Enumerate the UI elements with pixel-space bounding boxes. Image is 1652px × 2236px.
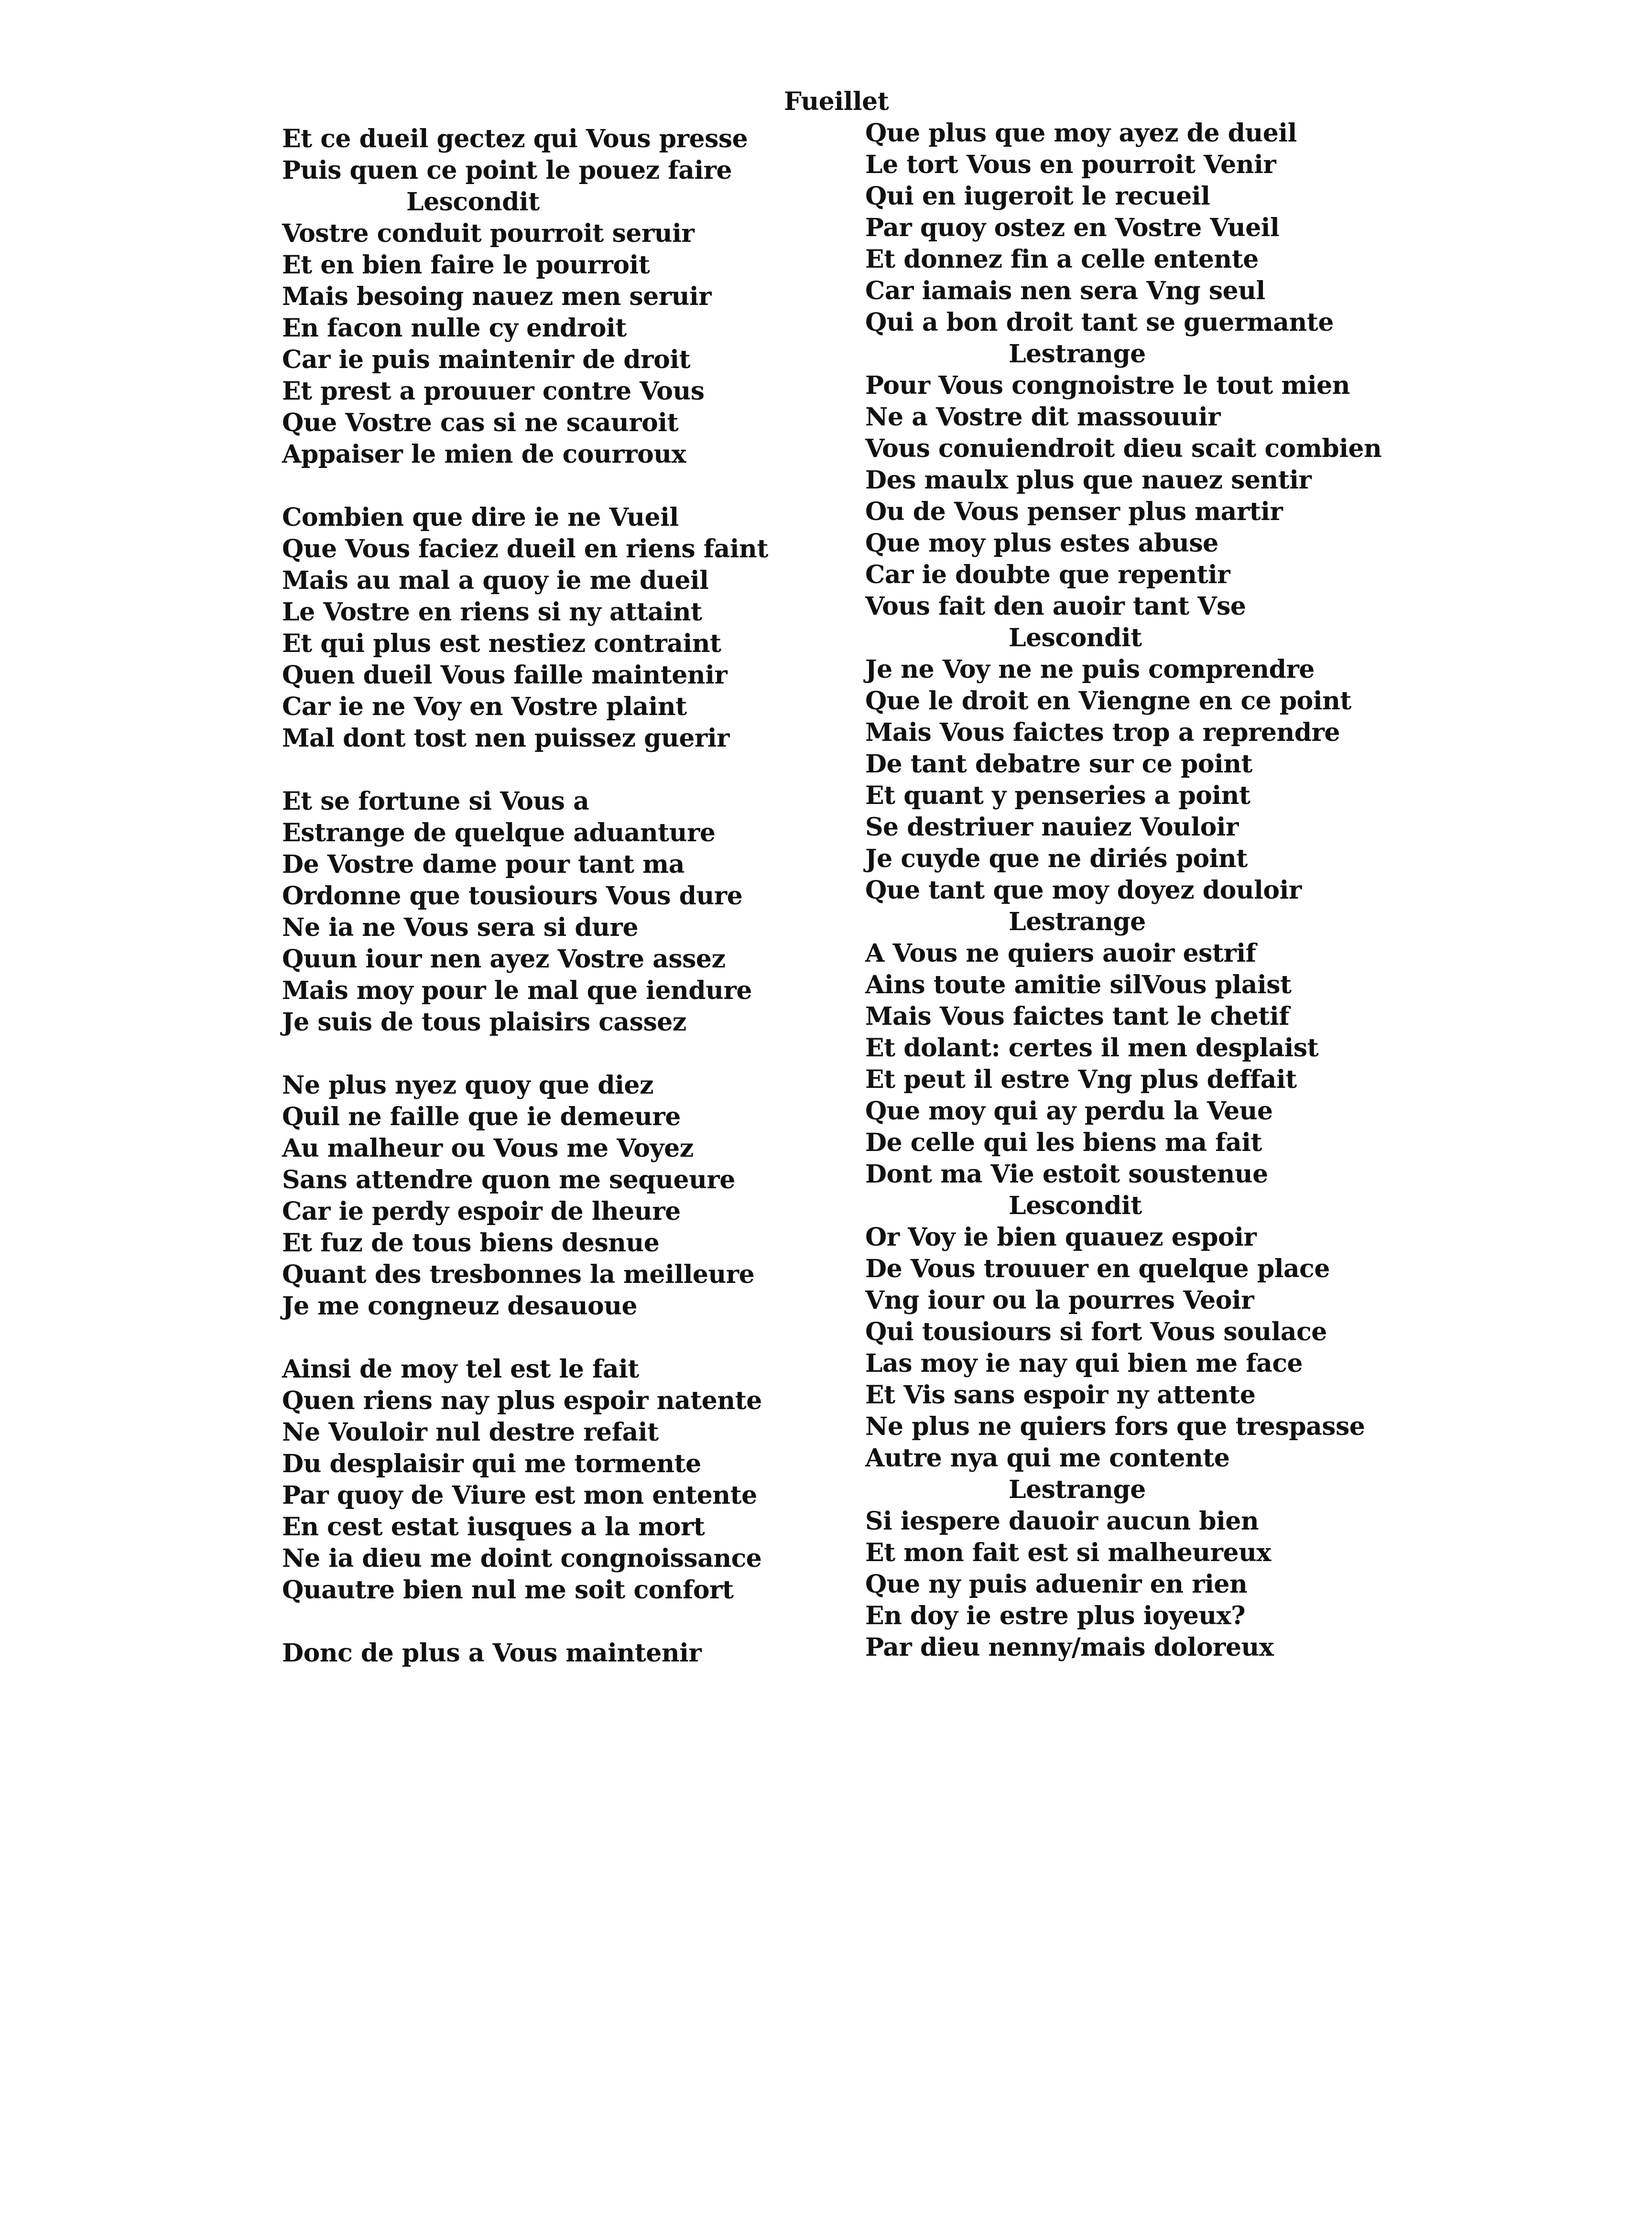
verse-line: Et dolant: certes il men desplaist bbox=[865, 1033, 1319, 1063]
right-text-column bbox=[784, 86, 1382, 1663]
verse-line: Car ie perdy espoir de lheure bbox=[282, 1197, 681, 1226]
verse-line: Par quoy de Viure est mon entente bbox=[282, 1481, 757, 1510]
verse-line: Que moy qui ay perdu la Veue bbox=[865, 1096, 1273, 1126]
verse-line: Autre nya qui me contente bbox=[865, 1444, 1230, 1473]
speaker-heading: Lescondit bbox=[1009, 1191, 1142, 1220]
verse-line: Qui tousiours si fort Vous soulace bbox=[865, 1317, 1327, 1346]
verse-line: En doy ie estre plus ioyeux? bbox=[865, 1601, 1246, 1630]
stanza-break bbox=[282, 1038, 760, 1070]
verse-line: Et prest a prouuer contre Vous bbox=[282, 377, 705, 406]
verse-line: Si iespere dauoir aucun bien bbox=[865, 1507, 1259, 1536]
verse-line: De Vostre dame pour tant ma bbox=[282, 850, 685, 879]
verse-line: Se destriuer nauiez Vouloir bbox=[865, 813, 1239, 842]
verse-line: Vng iour ou la pourres Veoir bbox=[865, 1286, 1254, 1315]
verse-line: Et donnez fin a celle entente bbox=[865, 245, 1259, 274]
verse-line: Je cuyde que ne diriés point bbox=[865, 844, 1248, 873]
speaker-heading: Lescondit bbox=[406, 187, 540, 217]
verse-line: Que moy plus estes abuse bbox=[865, 529, 1218, 558]
verse-line: Vous conuiendroit dieu scait combien bbox=[865, 434, 1382, 463]
verse-line: Et se fortune si Vous a bbox=[282, 787, 589, 816]
verse-line: Que le droit en Viengne en ce point bbox=[865, 686, 1351, 716]
stanza-break bbox=[282, 470, 760, 502]
verse-line: Par dieu nenny/mais doloreux bbox=[865, 1633, 1274, 1662]
verse-line: Qui en iugeroit le recueil bbox=[865, 182, 1210, 211]
folio-heading: Fueillet bbox=[784, 87, 889, 116]
verse-line: Vostre conduit pourroit seruir bbox=[282, 219, 695, 248]
verse-line: Ordonne que tousiours Vous dure bbox=[282, 881, 743, 911]
verse-line: Quun iour nen ayez Vostre assez bbox=[282, 944, 726, 974]
speaker-heading: Lestrange bbox=[1009, 339, 1146, 369]
stanza-break bbox=[282, 1322, 760, 1354]
verse-line: Vous fait den auoir tant Vse bbox=[865, 592, 1246, 621]
verse-line: Ne ia dieu me doint congnoissance bbox=[282, 1544, 762, 1573]
verse-line: Estrange de quelque aduanture bbox=[282, 818, 716, 847]
verse-line: Mais au mal a quoy ie me dueil bbox=[282, 566, 709, 595]
verse-line: Que Vostre cas si ne scauroit bbox=[282, 408, 679, 437]
verse-line: Que tant que moy doyez douloir bbox=[865, 876, 1302, 905]
verse-line: Quen riens nay plus espoir natente bbox=[282, 1386, 762, 1415]
verse-line: Puis quen ce point le pouez faire bbox=[282, 156, 732, 185]
verse-line: En facon nulle cy endroit bbox=[282, 314, 627, 343]
verse-line: Et en bien faire le pourroit bbox=[282, 250, 650, 280]
verse-line: Le Vostre en riens si ny attaint bbox=[282, 597, 702, 627]
verse-line: Combien que dire ie ne Vueil bbox=[282, 503, 679, 532]
verse-line: Car ie puis maintenir de droit bbox=[282, 345, 691, 374]
verse-line: Du desplaisir qui me tormente bbox=[282, 1449, 701, 1478]
verse-line: De tant debatre sur ce point bbox=[865, 749, 1253, 779]
verse-line: Quil ne faille que ie demeure bbox=[282, 1102, 681, 1131]
verse-line: Qui a bon droit tant se guermante bbox=[865, 308, 1334, 337]
verse-line: Que plus que moy ayez de dueil bbox=[865, 119, 1297, 148]
verse-line: Quautre bien nul me soit confort bbox=[282, 1575, 734, 1605]
verse-line: Et mon fait est si malheureux bbox=[865, 1538, 1271, 1567]
verse-line: Mal dont tost nen puissez guerir bbox=[282, 724, 729, 753]
verse-line: Car iamais nen sera Vng seul bbox=[865, 276, 1265, 305]
verse-line: Las moy ie nay qui bien me face bbox=[865, 1349, 1303, 1378]
verse-line: Que ny puis aduenir en rien bbox=[865, 1570, 1248, 1599]
verse-line: Ne plus ne quiers fors que trespasse bbox=[865, 1412, 1365, 1441]
verse-line: Je ne Voy ne ne puis comprendre bbox=[865, 655, 1315, 684]
verse-line: Et qui plus est nestiez contraint bbox=[282, 629, 721, 658]
verse-line: Quant des tresbonnes la meilleure bbox=[282, 1260, 755, 1289]
verse-line: Et fuz de tous biens desnue bbox=[282, 1228, 660, 1258]
verse-line: Ne ia ne Vous sera si dure bbox=[282, 913, 639, 942]
verse-line: Ains toute amitie silVous plaist bbox=[865, 970, 1292, 999]
verse-line: Et ce dueil gectez qui Vous presse bbox=[282, 124, 748, 153]
verse-line: Ou de Vous penser plus martir bbox=[865, 497, 1283, 526]
stanza-break bbox=[282, 754, 760, 786]
stanza-break bbox=[282, 1606, 760, 1638]
verse-line: Ne plus nyez quoy que diez bbox=[282, 1071, 654, 1100]
verse-line: Ainsi de moy tel est le fait bbox=[282, 1355, 639, 1384]
verse-line: Pour Vous congnoistre le tout mien bbox=[865, 371, 1350, 400]
verse-line: Je me congneuz desauoue bbox=[282, 1292, 638, 1321]
verse-line: Le tort Vous en pourroit Venir bbox=[865, 150, 1276, 179]
left-text-column bbox=[282, 123, 768, 1669]
verse-line: Car ie ne Voy en Vostre plaint bbox=[282, 692, 687, 721]
verse-line: Dont ma Vie estoit soustenue bbox=[865, 1160, 1268, 1189]
verse-line: Au malheur ou Vous me Voyez bbox=[282, 1134, 694, 1163]
verse-line: En cest estat iusques a la mort bbox=[282, 1512, 705, 1541]
verse-line: Que Vous faciez dueil en riens faint bbox=[282, 534, 768, 564]
verse-line: Sans attendre quon me sequeure bbox=[282, 1165, 735, 1194]
speaker-heading: Lestrange bbox=[1009, 1475, 1146, 1504]
verse-line: De celle qui les biens ma fait bbox=[865, 1128, 1262, 1157]
verse-line: Mais Vous faictes trop a reprendre bbox=[865, 718, 1340, 747]
verse-line: Donc de plus a Vous maintenir bbox=[282, 1639, 702, 1668]
verse-line: Mais moy pour le mal que iendure bbox=[282, 976, 752, 1005]
verse-line: Ne Vouloir nul destre refait bbox=[282, 1418, 659, 1447]
verse-line: Mais besoing nauez men seruir bbox=[282, 282, 712, 311]
speaker-heading: Lescondit bbox=[1009, 623, 1142, 652]
speaker-heading: Lestrange bbox=[1009, 907, 1146, 936]
verse-line: Or Voy ie bien quauez espoir bbox=[865, 1223, 1257, 1252]
verse-line: Des maulx plus que nauez sentir bbox=[865, 466, 1312, 495]
verse-line: Appaiser le mien de courroux bbox=[282, 440, 686, 469]
verse-line: Et Vis sans espoir ny attente bbox=[865, 1380, 1256, 1410]
verse-line: Et peut il estre Vng plus deffait bbox=[865, 1065, 1297, 1094]
verse-line: De Vous trouuer en quelque place bbox=[865, 1254, 1330, 1283]
verse-line: Quen dueil Vous faille maintenir bbox=[282, 661, 728, 690]
verse-line: Et quant y penseries a point bbox=[865, 781, 1250, 810]
verse-line: Ne a Vostre dit massouuir bbox=[865, 402, 1221, 432]
verse-line: Par quoy ostez en Vostre Vueil bbox=[865, 213, 1280, 242]
verse-line: Mais Vous faictes tant le chetif bbox=[865, 1002, 1290, 1031]
verse-line: Car ie doubte que repentir bbox=[865, 560, 1230, 589]
verse-line: Je suis de tous plaisirs cassez bbox=[282, 1008, 686, 1037]
verse-line: A Vous ne quiers auoir estrif bbox=[865, 939, 1256, 968]
